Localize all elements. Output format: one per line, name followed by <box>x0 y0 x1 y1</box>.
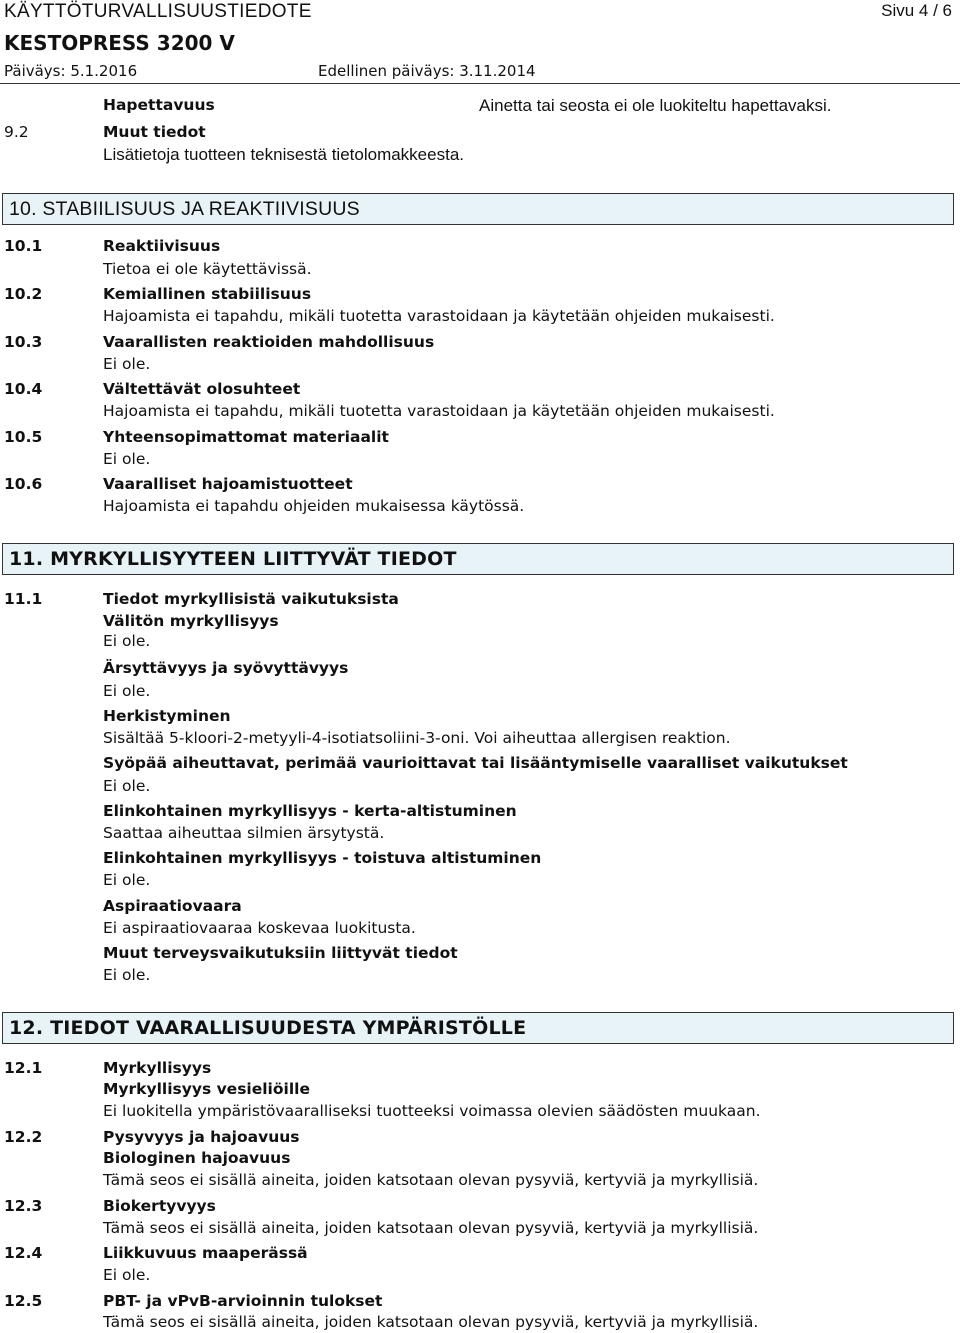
sub-label: Välitön myrkyllisyys <box>103 612 279 630</box>
item-label: Liikkuvuus maaperässä <box>103 1244 308 1262</box>
section-12-title: 12. TIEDOT VAARALLISUUDESTA YMPÄRISTÖLLE <box>2 1012 954 1044</box>
item-number: 12.3 <box>4 1197 43 1215</box>
sub-text: Ei ole. <box>103 682 151 700</box>
sub-label: Elinkohtainen myrkyllisyys - kerta-altistuminen <box>103 802 517 820</box>
previous-date: Edellinen päiväys: 3.11.2014 <box>318 62 536 80</box>
item-number: 10.6 <box>4 475 43 493</box>
item-label: Reaktiivisuus <box>103 237 221 255</box>
document-title: KÄYTTÖTURVALLISUUSTIEDOTE <box>4 1 312 22</box>
item-text: Hajoamista ei tapahdu ohjeiden mukaisessa käytössä. <box>103 497 525 515</box>
item-number: 12.5 <box>4 1292 43 1310</box>
item-label: Yhteensopimattomat materiaalit <box>103 428 389 446</box>
item-number: 12.2 <box>4 1128 43 1146</box>
sub-label: Myrkyllisyys vesieliöille <box>103 1080 310 1098</box>
issue-date: Päiväys: 5.1.2016 <box>4 62 138 80</box>
item-number: 10.4 <box>4 380 43 398</box>
item-number: 12.1 <box>4 1059 43 1077</box>
item-label: PBT- ja vPvB-arvioinnin tulokset <box>103 1292 383 1310</box>
item-text: Ei ole. <box>103 450 151 468</box>
item-text: Tämä seos ei sisällä aineita, joiden katsotaan olevan pysyviä, kertyviä ja myrkyllisiä. <box>103 1171 759 1189</box>
sub-label: Ärsyttävyys ja syövyttävyys <box>103 659 349 677</box>
item-text: Tietoa ei ole käytettävissä. <box>103 260 312 278</box>
item-text: Ei luokitella ympäristövaaralliseksi tuotteeksi voimassa olevien säädösten muukaan. <box>103 1102 761 1120</box>
sub-text: Sisältää 5-kloori-2-metyyli-4-isotiatsoliini-3-oni. Voi aiheuttaa allergisen reaktion. <box>103 729 731 747</box>
item-label: Vaaralliset hajoamistuotteet <box>103 475 353 493</box>
sub-label: Muut terveysvaikutuksiin liittyvät tiedot <box>103 944 458 962</box>
sub-label: Elinkohtainen myrkyllisyys - toistuva altistuminen <box>103 849 542 867</box>
item-number: 11.1 <box>4 590 43 608</box>
oxidizing-value: Ainetta tai seosta ei ole luokiteltu hapettavaksi. <box>479 96 832 115</box>
sub-text: Ei ole. <box>103 871 151 889</box>
section-10-title: 10. STABIILISUUS JA REAKTIIVISUUS <box>2 193 954 225</box>
item-label: Vältettävät olosuhteet <box>103 380 301 398</box>
item-number: 10.2 <box>4 285 43 303</box>
item-number: 10.5 <box>4 428 43 446</box>
item-label: Vaarallisten reaktioiden mahdollisuus <box>103 333 435 351</box>
section-11-title: 11. MYRKYLLISYYTEEN LIITTYVÄT TIEDOT <box>2 543 954 575</box>
item-text: Ei ole. <box>103 355 151 373</box>
sub-label: Syöpää aiheuttavat, perimää vaurioittavat tai lisääntymiselle vaaralliset vaikutukset <box>103 754 848 772</box>
sub-label: Herkistyminen <box>103 707 231 725</box>
item-label: Kemiallinen stabiilisuus <box>103 285 312 303</box>
item-number: 10.1 <box>4 237 43 255</box>
oxidizing-label: Hapettavuus <box>103 96 215 114</box>
section-number: 9.2 <box>4 123 29 141</box>
item-text: Tämä seos ei sisällä aineita, joiden katsotaan olevan pysyviä, kertyviä ja myrkyllisiä. <box>103 1219 759 1237</box>
item-text: Hajoamista ei tapahdu, mikäli tuotetta varastoidaan ja käytetään ohjeiden mukaisesti. <box>103 402 775 420</box>
sub-text: Ei ole. <box>103 632 151 650</box>
sub-text: Ei ole. <box>103 777 151 795</box>
item-label: Pysyvyys ja hajoavuus <box>103 1128 300 1146</box>
page-indicator: Sivu 4 / 6 <box>881 1 952 20</box>
sub-text: Ei aspiraatiovaaraa koskevaa luokitusta. <box>103 919 416 937</box>
sub-text: Ei ole. <box>103 966 151 984</box>
item-number: 10.3 <box>4 333 43 351</box>
item-text: Tämä seos ei sisällä aineita, joiden katsotaan olevan pysyviä, kertyviä ja myrkyllisiä. <box>103 1313 759 1331</box>
other-info-text: Lisätietoja tuotteen teknisestä tietolomakkeesta. <box>103 145 464 164</box>
sub-label: Biologinen hajoavuus <box>103 1149 291 1167</box>
sub-label: Aspiraatiovaara <box>103 897 242 915</box>
item-text: Ei ole. <box>103 1266 151 1284</box>
other-info-label: Muut tiedot <box>103 123 206 141</box>
item-label: Myrkyllisyys <box>103 1059 212 1077</box>
sub-text: Saattaa aiheuttaa silmien ärsytystä. <box>103 824 385 842</box>
item-label: Biokertyvyys <box>103 1197 216 1215</box>
product-name: KESTOPRESS 3200 V <box>4 31 235 55</box>
item-text: Hajoamista ei tapahdu, mikäli tuotetta varastoidaan ja käytetään ohjeiden mukaisesti. <box>103 307 775 325</box>
item-number: 12.4 <box>4 1244 43 1262</box>
header-divider <box>0 83 960 84</box>
item-label: Tiedot myrkyllisistä vaikutuksista <box>103 590 399 608</box>
